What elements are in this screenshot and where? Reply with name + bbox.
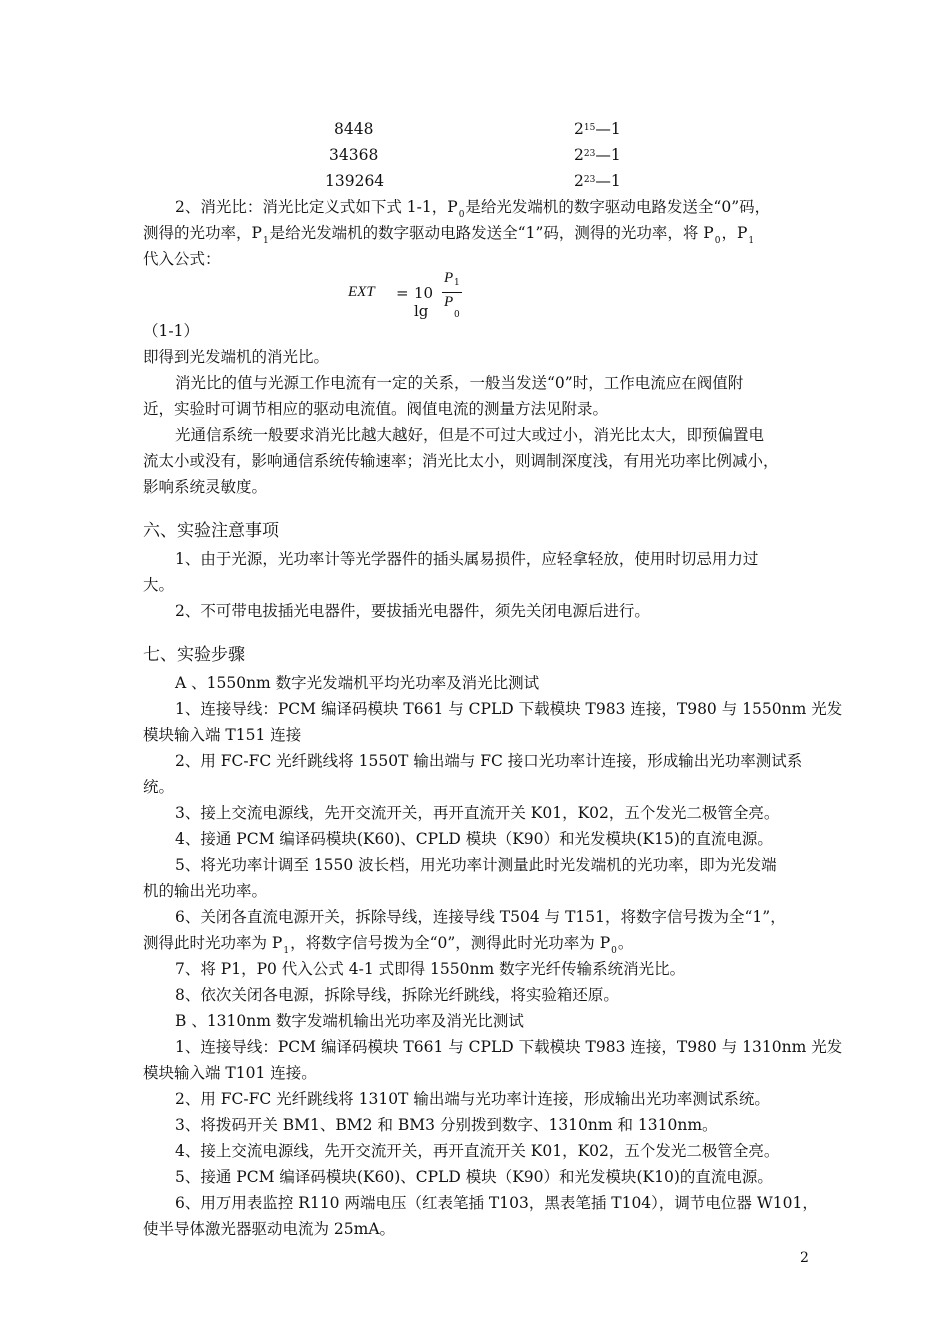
table-code-2: $2^{23}—1$ (574, 146, 621, 164)
step-a4: 4、接通 PCM 编译码模块(K60)、CPLD 模块（K90）和光发模块(K15)的直流电源。 (175, 830, 773, 848)
paragraph-current-line2: 近，实验时可调节相应的驱动电流值。阀值电流的测量方法见附录。 (143, 400, 609, 418)
paragraph-ext-line3: 代入公式： (143, 250, 221, 268)
table-code-1: $2^{15}—1$ (574, 120, 621, 138)
table-code-3: $2^{23}—1$ (574, 172, 621, 190)
paragraph-ext-line2: 测得的光功率，$P_1$是给光发端机的数字驱动电路发送全“1”码，测得的光功率，将 $P_0$，$P_1$ (143, 224, 755, 246)
step-b3: 3、将拨码开关 BM1、BM2 和 BM3 分别拨到数字、1310nm 和 1310nm。 (175, 1116, 718, 1134)
step-b6-line1: 6、用万用表监控 R110 两端电压（红表笔插 T103，黑表笔插 T104），调节电位器 W101， (175, 1194, 818, 1212)
step-a5-line1: 5、将光功率计调至 1550 波长档，用光功率计测量此时光发端机的光功率，即为光发端 (175, 856, 777, 874)
step-a2-line2: 统。 (143, 778, 175, 796)
section-7-part-b: B 、1310nm 数字发端机输出光功率及消光比测试 (175, 1012, 524, 1030)
section-7-part-a: A 、1550nm 数字光发端机平均光功率及消光比测试 (175, 674, 540, 692)
section-7-title: 七、实验步骤 (143, 645, 245, 665)
step-a7: 7、将 P1，P0 代入公式 4-1 式即得 1550nm 数字光纤传输系统消光比。 (175, 960, 686, 978)
step-a3: 3、接上交流电源线，先开交流开关，再开直流开关 K01，K02，五个发光二极管全亮。 (175, 804, 780, 822)
step-b5: 5、接通 PCM 编译码模块(K60)、CPLD 模块（K90）和光发模块(K10)的直流电源。 (175, 1168, 773, 1186)
step-a1-line1: 1、连接导线：PCM 编译码模块 T661 与 CPLD 下载模块 T983 连接，T980 与 1550nm 光发 (175, 700, 843, 718)
paragraph-ext-line1: 2、消光比：消光比定义式如下式 1-1，$P_0$是给光发端机的数字驱动电路发送全“0”码， (175, 198, 771, 220)
paragraph-system-line2: 流太小或没有，影响通信系统传输速率；消光比太小，则调制深度浅，有用光功率比例减小， (143, 452, 779, 470)
formula-reference: （1-1） (143, 322, 199, 340)
step-b1-line2: 模块输入端 T101 连接。 (143, 1064, 317, 1082)
table-rate-1: 8448 (334, 120, 374, 138)
table-rate-2: 34368 (329, 146, 379, 164)
table-rate-3: 139264 (325, 172, 385, 190)
section-6-item1-line2: 大。 (143, 576, 175, 594)
step-b4: 4、接上交流电源线，先开交流开关，再开直流开关 K01，K02，五个发光二极管全亮。 (175, 1142, 780, 1160)
step-a6-line1: 6、关闭各直流电源开关，拆除导线，连接导线 T504 与 T151，将数字信号拨为全“1”， (175, 908, 786, 926)
step-b1-line1: 1、连接导线：PCM 编译码模块 T661 与 CPLD 下载模块 T983 连接，T980 与 1310nm 光发 (175, 1038, 843, 1056)
step-a2-line1: 2、用 FC-FC 光纤跳线将 1550T 输出端与 FC 接口光功率计连接，形成输出光功率测试系 (175, 752, 803, 770)
paragraph-current-line1: 消光比的值与光源工作电流有一定的关系，一般当发送“0”时，工作电流应在阀值附 (175, 374, 744, 392)
step-a6-line2: 测得此时光功率为 $P_1$，将数字信号拨为全“0”，测得此时光功率为 $P_0$。 (143, 934, 634, 956)
document-page: 8448 $2^{15}—1$ 34368 $2^{23}—1$ 139264 $2^{23}—1$ 2、消光比：消光比定义式如下式 1-1，$P_0$是给光发端机的数字驱动电路发送全“0”码， 测得的光功率，$P_1$是给光发端机的数字驱动电路发送全“1”码，测得的光功率，将 $P_0$，$P_1$ 代入公式： EXT = 10 lg P 1 P 0 （1-1） 即得到光发端机的消光比。 消光比的值与光源工作电流有一定的关系，一般当发送“0”时，工作电流应在阀值附 近，实验时可调节相应的驱动电流值。阀值电流的测量方法见附录。 光通信系统一般要求消光比越大越好，但是不可过大或过小，消光比太大，即预偏置电 流太小或没有，影响通信系统传输速率；消光比太小，则调制深度浅，有用光功率比例减小， 影响系统灵敏度。 六、实验注意事项 1、由于光源，光功率计等光学器件的插头属易损件，应轻拿轻放，使用时切忌用力过 大。 2、不可带电拔插光电器件，要拔插光电器件，须先关闭电源后进行。 七、实验步骤 A 、1550nm 数字光发端机平均光功率及消光比测试 1、连接导线：PCM 编译码模块 T661 与 CPLD 下载模块 T983 连接，T980 与 1550nm 光发 模块输入端 T151 连接 2、用 FC-FC 光纤跳线将 1550T 输出端与 FC 接口光功率计连接，形成输出光功率测试系 统。 3、接上交流电源线，先开交流开关，再开直流开关 K01，K02，五个发光二极管全亮。 4、接通 PCM 编译码模块(K60)、CPLD 模块（K90）和光发模块(K15)的直流电源。 5、将光功率计调至 1550 波长档，用光功率计测量此时光发端机的光功率，即为光发端 机的输出光功率。 6、关闭各直流电源开关，拆除导线，连接导线 T504 与 T151，将数字信号拨为全“1”， 测得此时光功率为 $P_1$，将数字信号拨为全“0”，测得此时光功率为 $P_0$。 7、将 P1，P0 代入公式 4-1 式即得 1550nm 数字光纤传输系统消光比。 8、依次关闭各电源，拆除导线，拆除光纤跳线，将实验箱还原。 B 、1310nm 数字发端机输出光功率及消光比测试 1、连接导线：PCM 编译码模块 T661 与 CPLD 下载模块 T983 连接，T980 与 1310nm 光发 模块输入端 T101 连接。 2、用 FC-FC 光纤跳线将 1310T 输出端与光功率计连接，形成输出光功率测试系统。 3、将拨码开关 BM1、BM2 和 BM3 分别拨到数字、1310nm 和 1310nm。 4、接上交流电源线，先开交流开关，再开直流开关 K01，K02，五个发光二极管全亮。 5、接通 PCM 编译码模块(K60)、CPLD 模块（K90）和光发模块(K10)的直流电源。 6、用万用表监控 R110 两端电压（红表笔插 T103，黑表笔插 T104），调节电位器 W101， 使半导体激光器驱动电流为 25mA。 2 (0, 0, 950, 1344)
section-6-item1-line1: 1、由于光源，光功率计等光学器件的插头属易损件，应轻拿轻放，使用时切忌用力过 (175, 550, 759, 568)
step-b2: 2、用 FC-FC 光纤跳线将 1310T 输出端与光功率计连接，形成输出光功率测试系统。 (175, 1090, 770, 1108)
step-a5-line2: 机的输出光功率。 (143, 882, 268, 900)
section-6-title: 六、实验注意事项 (143, 521, 279, 541)
section-6-item2: 2、不可带电拔插光电器件，要拔插光电器件，须先关闭电源后进行。 (175, 602, 650, 620)
step-a1-line2: 模块输入端 T151 连接 (143, 726, 302, 744)
paragraph-system-line1: 光通信系统一般要求消光比越大越好，但是不可过大或过小，消光比太大，即预偏置电 (175, 426, 765, 444)
step-b6-line2: 使半导体激光器驱动电流为 25mA。 (143, 1220, 396, 1238)
paragraph-after-formula: 即得到光发端机的消光比。 (143, 348, 330, 366)
paragraph-system-line3: 影响系统灵敏度。 (143, 478, 268, 496)
page-number: 2 (800, 1250, 809, 1266)
step-a8: 8、依次关闭各电源，拆除导线，拆除光纤跳线，将实验箱还原。 (175, 986, 619, 1004)
